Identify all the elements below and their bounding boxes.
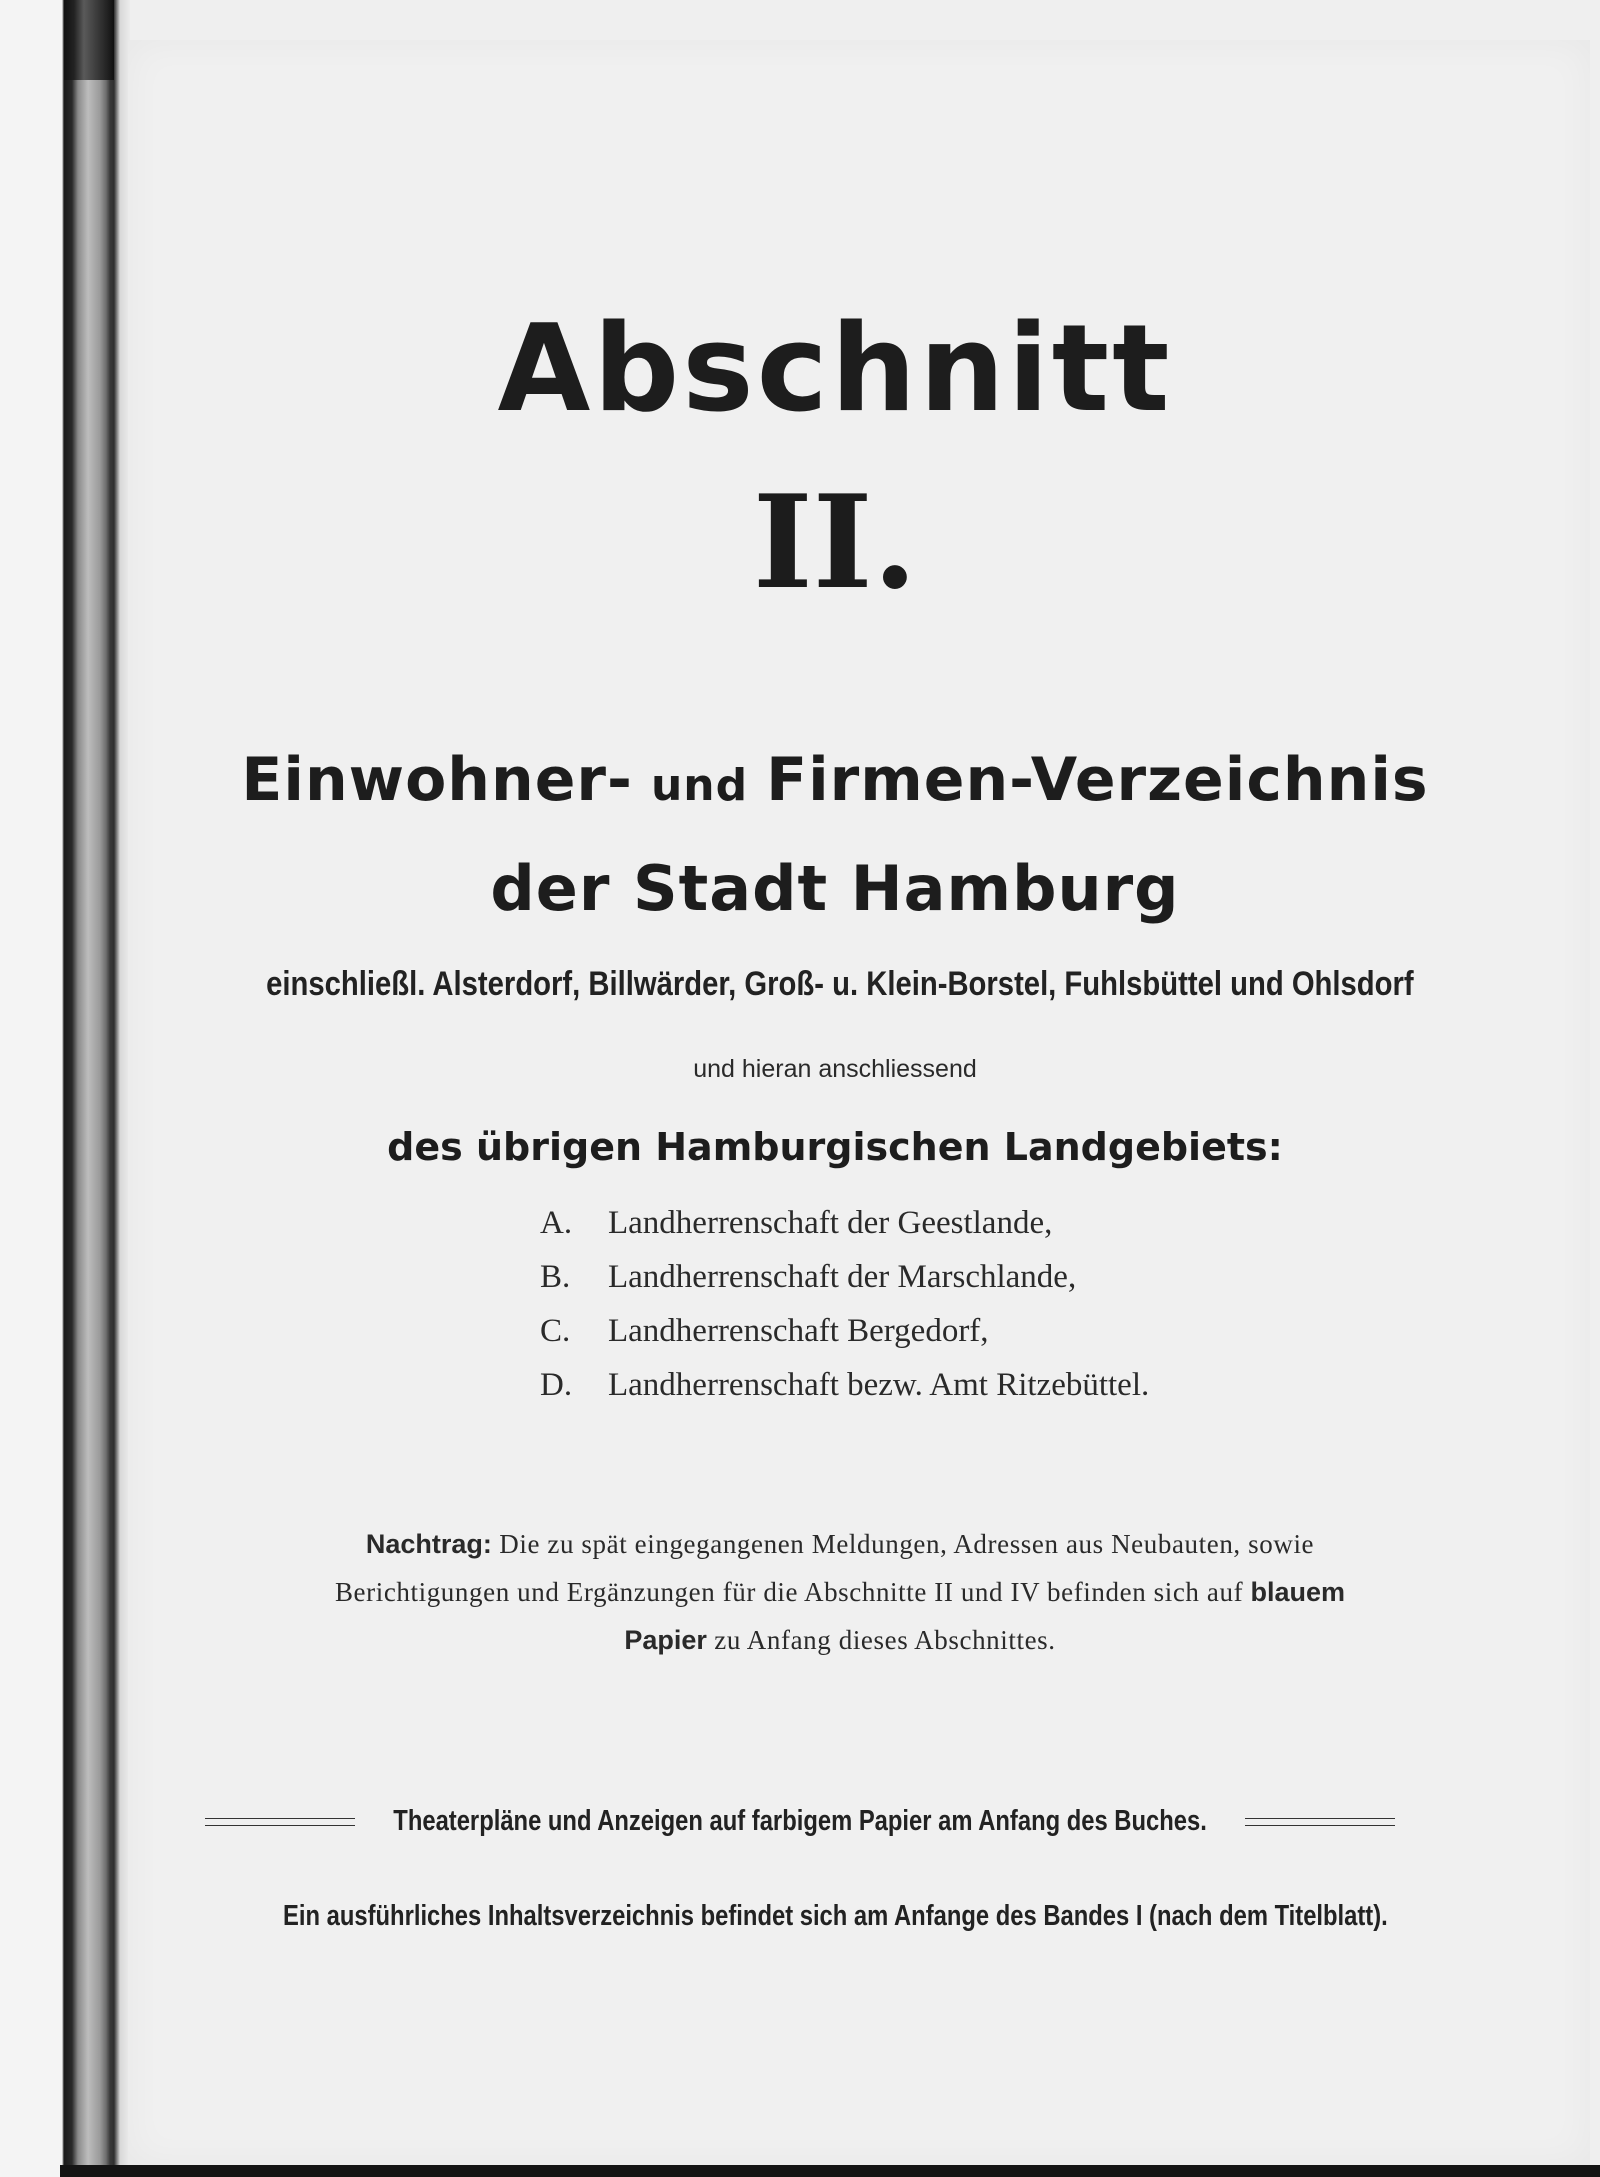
subtitle-und: und (650, 760, 749, 811)
left-double-rule (205, 1818, 355, 1826)
district-list (540, 1205, 1149, 1421)
nachtrag-bold-text: blauem Papier (624, 1577, 1346, 1655)
district-item (540, 1313, 1149, 1367)
district-item (540, 1367, 1149, 1421)
subtitle-line-2: der Stadt Hamburg (490, 852, 1180, 925)
landgebiet-heading: des übrigen Hamburgischen Landgebiets: (387, 1125, 1283, 1169)
district-item (540, 1205, 1149, 1259)
district-name: Landherrenschaft der Marschlande, (608, 1259, 1077, 1295)
page-bottom-edge (60, 2165, 1600, 2177)
theater-note: Theaterpläne und Anzeigen auf farbigem Papier am Anfang des Buches. (393, 1805, 1207, 1837)
nachtrag-text-part2: zu Anfang dieses Abschnittes. (714, 1625, 1056, 1655)
district-letter: A. (540, 1205, 573, 1241)
theater-note-line (0, 1805, 1600, 1838)
district-letter: C. (540, 1313, 571, 1349)
section-number: II. (752, 468, 918, 618)
nachtrag-label: Nachtrag: (365, 1529, 492, 1559)
district-item (540, 1259, 1149, 1313)
right-double-rule (1245, 1818, 1395, 1826)
inhalt-note: Ein ausführliches Inhaltsverzeichnis befindet sich am Anfange des Bandes I (nach dem Titelblatt). (283, 1900, 1388, 1932)
nachtrag-paragraph (325, 1520, 1355, 1664)
subtitle-line-1 (35, 745, 1600, 815)
nachtrag-text-part1: Die zu spät eingegangenen Meldungen, Adressen aus Neubauten, sowie Berichtigungen und Ergänzungen für die Abschnitte II und IV befinden sich auf (334, 1529, 1315, 1607)
section-title: Abschnitt (497, 300, 1173, 439)
inclusion-line: einschließl. Alsterdorf, Billwärder, Groß- u. Klein-Borstel, Fuhlsbüttel und Ohlsdorf (266, 965, 1414, 1003)
binding-top-shadow (64, 0, 114, 80)
district-letter: D. (540, 1367, 573, 1403)
district-name: Landherrenschaft Bergedorf, (608, 1313, 989, 1349)
district-name: Landherrenschaft bezw. Amt Ritzebüttel. (608, 1367, 1150, 1403)
district-name: Landherrenschaft der Geestlande, (608, 1205, 1053, 1241)
subtitle-part-firmen: Firmen-Verzeichnis (766, 745, 1429, 815)
subtitle-part-einwohner: Einwohner- (241, 745, 633, 815)
district-letter: B. (540, 1259, 571, 1295)
connector-line: und hieran anschliessend (693, 1055, 977, 1083)
